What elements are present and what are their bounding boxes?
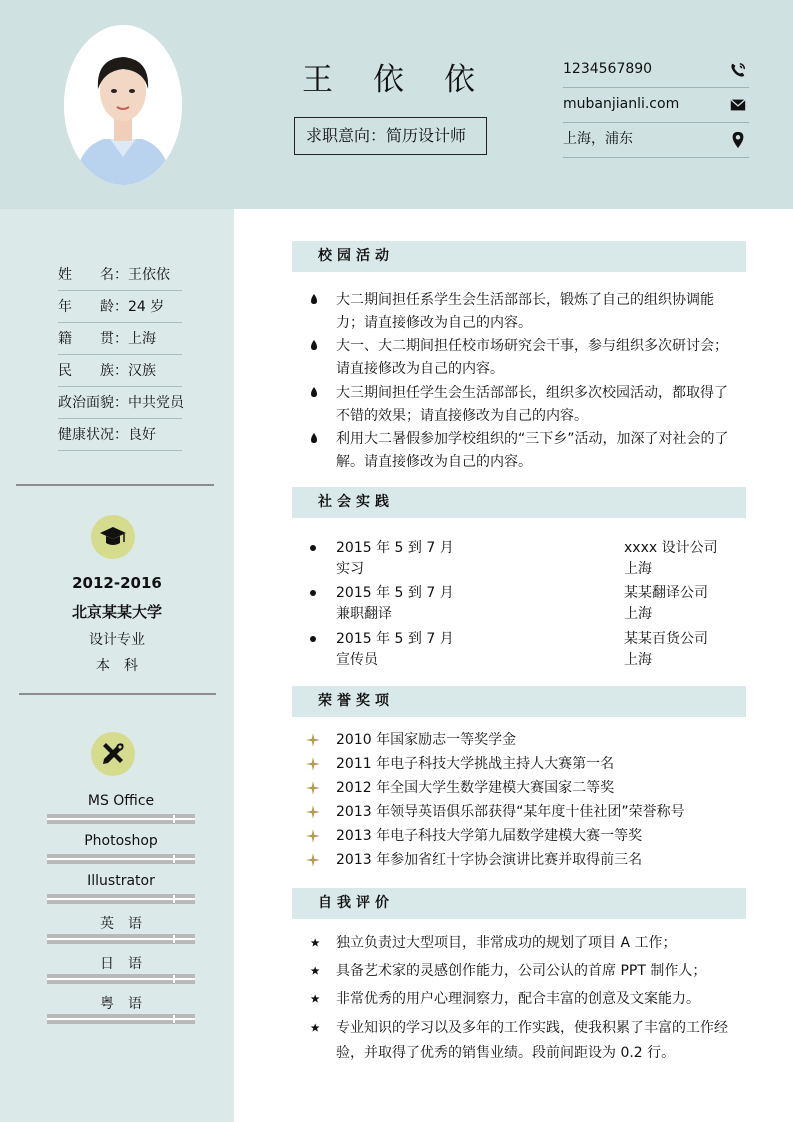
practice-date: 2015 年 5 到 7 月	[336, 585, 454, 601]
mail-icon	[729, 96, 747, 114]
skill-bar	[47, 894, 195, 904]
sparkle-star-icon	[306, 805, 320, 819]
evaluation-item	[310, 987, 730, 1012]
sparkle-star-icon	[306, 757, 320, 771]
header-band	[0, 0, 793, 209]
award-text: 2012 年全国大学生数学建模大赛国家二等奖	[336, 780, 615, 796]
skill-label: MS Office	[87, 793, 155, 809]
education-icon-circle	[91, 515, 135, 559]
practice-company: 某某百货公司	[624, 631, 708, 647]
drop-bullet-icon	[310, 428, 324, 451]
portrait-image	[64, 25, 182, 185]
practice-city: 上海	[624, 606, 652, 622]
dot-bullet-icon	[310, 636, 316, 642]
evaluation-text: 具备艺术家的灵感创作能力，公司公认的首席 PPT 制作人；	[336, 963, 707, 979]
drop-bullet-icon	[310, 382, 324, 405]
evaluation-item	[310, 931, 730, 956]
evaluation-text: 独立负责过大型项目，非常成功的规划了项目 A 工作；	[336, 935, 677, 951]
award-item	[306, 824, 642, 848]
sparkle-star-icon	[306, 733, 320, 747]
star-bullet-icon	[310, 987, 324, 1010]
contact-phone-text: 1234567890	[563, 61, 653, 77]
award-text: 2013 年电子科技大学第九届数学建模大赛一等奖	[336, 828, 643, 844]
practice-item	[310, 538, 740, 582]
section-practice-title: 社会实践	[292, 487, 746, 518]
skill-label: Illustrator	[87, 873, 155, 889]
award-text: 2013 年领导英语俱乐部获得“某年度十佳社团”荣誉称号	[336, 804, 685, 820]
location-pin-icon	[729, 131, 747, 149]
skill-bar	[47, 1014, 195, 1024]
skill-label: 粤 语	[100, 996, 142, 1012]
practice-date: 2015 年 5 到 7 月	[336, 540, 454, 556]
sidebar-divider	[19, 693, 216, 695]
job-objective: 求职意向：简历设计师	[294, 117, 487, 155]
award-item	[306, 752, 614, 776]
contact-location-text: 上海，浦东	[563, 131, 633, 147]
evaluation-item	[310, 959, 730, 984]
info-origin: 籍 贯：上海	[58, 323, 182, 355]
award-text: 2013 年参加省红十字协会演讲比赛并取得前三名	[336, 852, 643, 868]
campus-item-text: 大一、大二期间担任校市场研究会干事，参与组织多次研讨会；请直接修改为自己的内容。	[336, 338, 728, 377]
practice-company: xxxx 设计公司	[624, 540, 718, 556]
evaluation-item	[310, 1016, 730, 1066]
skill-bar	[47, 974, 195, 984]
section-evaluation-title: 自我评价	[292, 888, 746, 919]
campus-item-text: 大三期间担任学生会生活部部长，组织多次校园活动，都取得了不错的效果；请直接修改为自己的内容。	[336, 385, 728, 424]
skill-bar	[47, 854, 195, 864]
campus-item	[310, 428, 730, 474]
candidate-name: 王依依	[302, 62, 515, 98]
practice-company: 某某翻译公司	[624, 585, 708, 601]
phone-icon	[729, 61, 747, 79]
campus-item	[310, 382, 730, 428]
section-campus-title: 校园活动	[292, 241, 746, 272]
sparkle-star-icon	[306, 781, 320, 795]
campus-item	[310, 335, 730, 381]
education-school: 北京某某大学	[71, 603, 162, 621]
education-years: 2012-2016	[72, 574, 162, 592]
campus-item	[310, 289, 730, 335]
campus-item-text: 利用大二暑假参加学校组织的“三下乡”活动，加深了对社会的了解。请直接修改为自己的内容。	[336, 431, 729, 470]
contact-phone	[563, 52, 749, 88]
skill-label: 英 语	[100, 916, 142, 932]
practice-date: 2015 年 5 到 7 月	[336, 631, 454, 647]
award-item	[306, 728, 516, 752]
dot-bullet-icon	[310, 590, 316, 596]
award-item	[306, 776, 614, 800]
education-degree: 本 科	[96, 658, 138, 674]
practice-city: 上海	[624, 561, 652, 577]
campus-item-text: 大二期间担任系学生会生活部部长，锻炼了自己的组织协调能力；请直接修改为自己的内容。	[336, 292, 714, 331]
star-bullet-icon	[310, 1016, 324, 1039]
practice-role: 实习	[336, 561, 364, 577]
award-text: 2011 年电子科技大学挑战主持人大赛第一名	[336, 756, 615, 772]
contact-website-text: mubanjianli.com	[563, 96, 680, 112]
contact-location	[563, 122, 749, 158]
skill-label: Photoshop	[84, 833, 158, 849]
skill-label: 日 语	[100, 956, 142, 972]
drop-bullet-icon	[310, 335, 324, 358]
award-item	[306, 848, 642, 872]
info-name: 姓 名：王依依	[58, 259, 182, 291]
tools-icon	[99, 740, 127, 768]
info-ethnicity: 民 族：汉族	[58, 355, 182, 387]
info-political: 政治面貌：中共党员	[58, 387, 182, 419]
practice-item	[310, 629, 740, 673]
graduation-cap-icon	[99, 523, 127, 551]
info-age: 年 龄：24 岁	[58, 291, 182, 323]
star-bullet-icon	[310, 959, 324, 982]
award-text: 2010 年国家励志一等奖学金	[336, 732, 517, 748]
practice-city: 上海	[624, 652, 652, 668]
dot-bullet-icon	[310, 545, 316, 551]
skill-bar	[47, 934, 195, 944]
contact-website	[563, 87, 749, 123]
skills-icon-circle	[91, 732, 135, 776]
drop-bullet-icon	[310, 289, 324, 312]
sidebar-divider	[16, 484, 214, 486]
section-awards-title: 荣誉奖项	[292, 686, 746, 717]
education-major: 设计专业	[89, 632, 145, 648]
info-health: 健康状况：良好	[58, 419, 182, 451]
sparkle-star-icon	[306, 853, 320, 867]
evaluation-text: 非常优秀的用户心理洞察力，配合丰富的创意及文案能力。	[336, 991, 700, 1007]
award-item	[306, 800, 685, 824]
practice-role: 宣传员	[336, 652, 378, 668]
star-bullet-icon	[310, 931, 324, 954]
skill-bar	[47, 814, 195, 824]
evaluation-text: 专业知识的学习以及多年的工作实践，使我积累了丰富的工作经验，并取得了优秀的销售业绩。段前间距设为 0.2 行。	[336, 1020, 728, 1061]
practice-role: 兼职翻译	[336, 606, 392, 622]
profile-photo	[64, 25, 182, 185]
practice-item	[310, 583, 740, 627]
sparkle-star-icon	[306, 829, 320, 843]
